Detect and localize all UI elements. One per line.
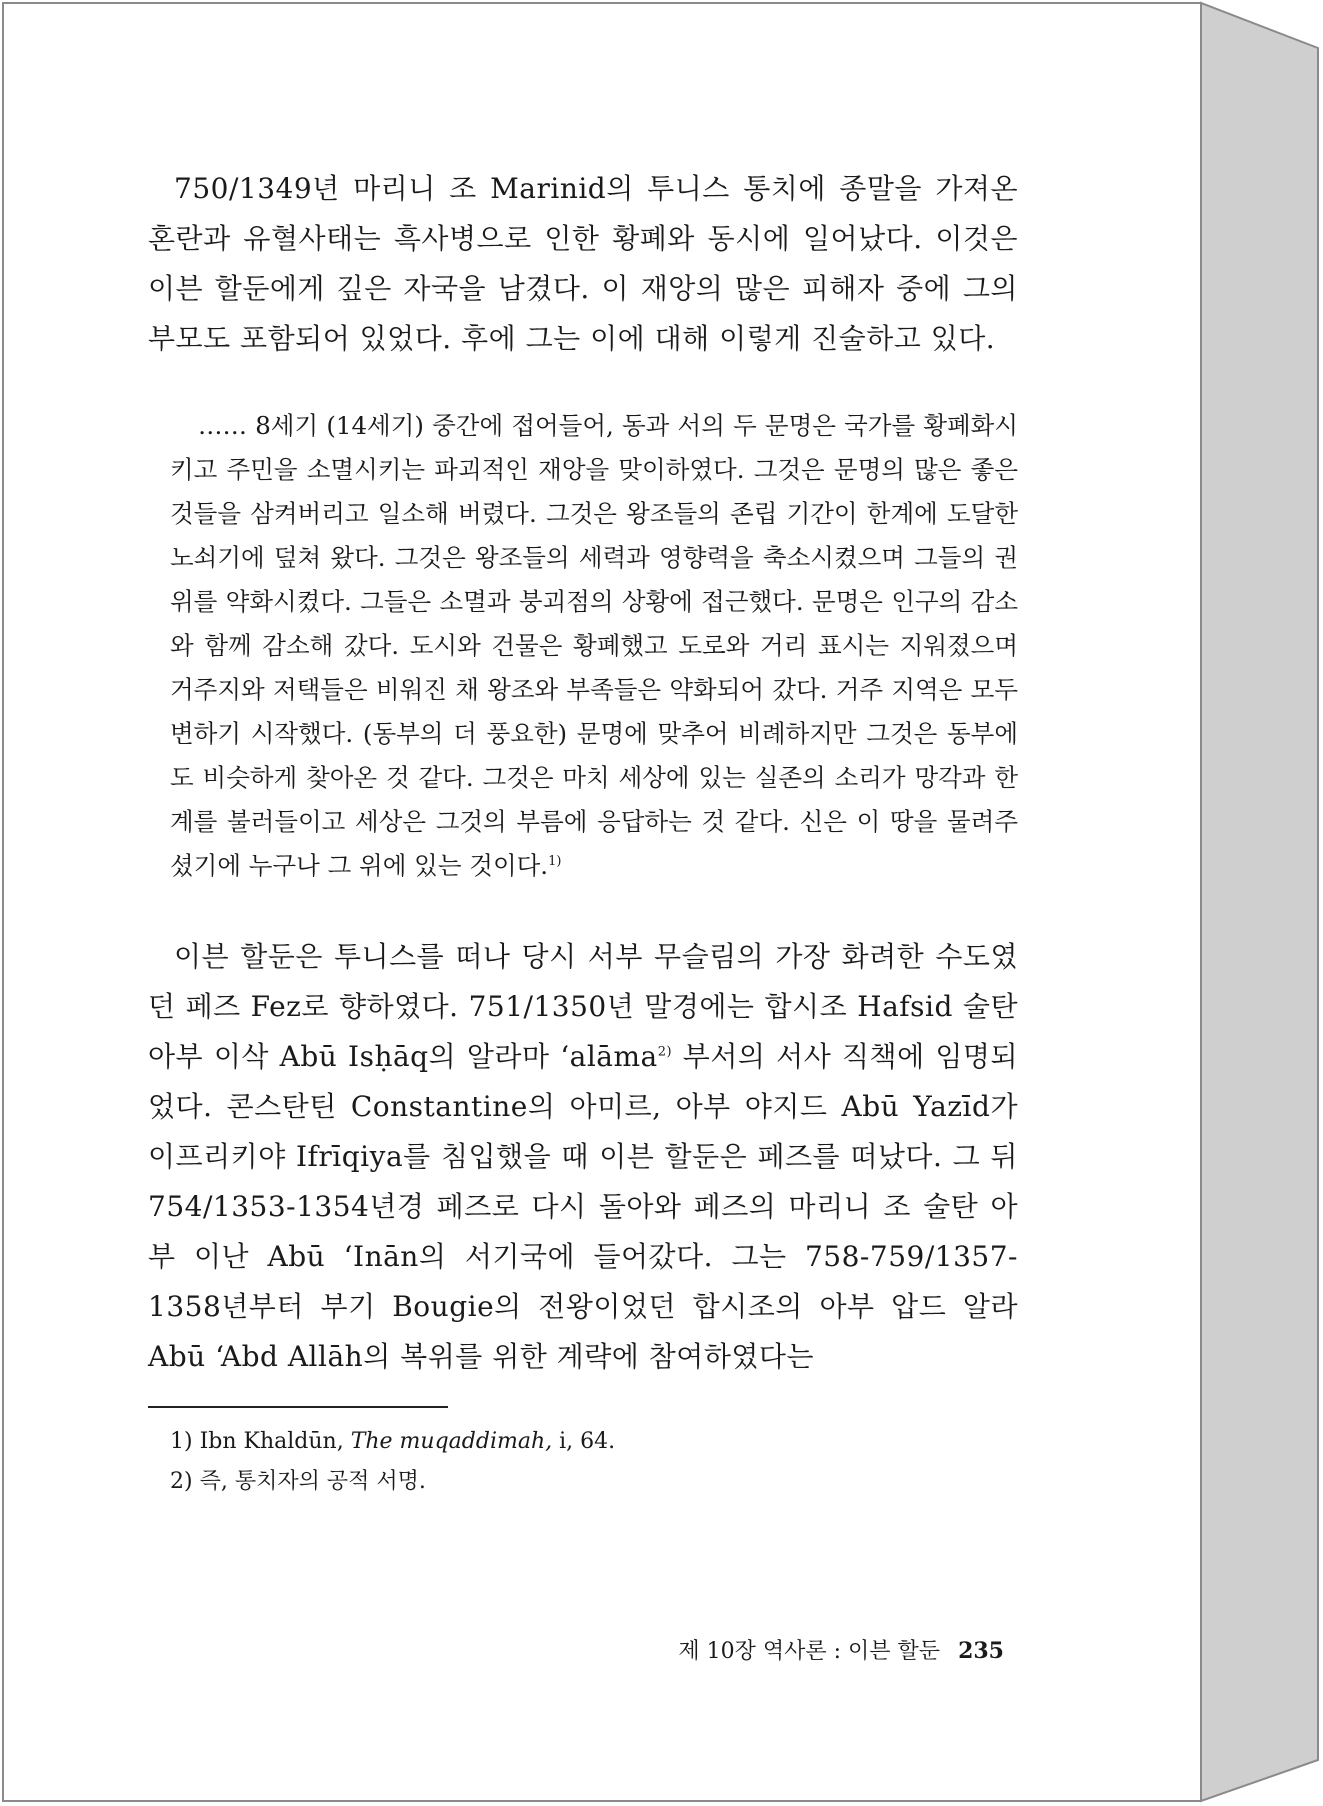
page-content [148,164,1018,1502]
paragraph-1: 750/1349년 마리니 조 Marinid의 투니스 통치에 종말을 가져온 혼란과 유혈사태는 흑사병으로 인한 황폐와 동시에 일어났다. 이것은 이븐 할둔에게 깊은 자국을 남겼다. 이 재앙의 많은 피해자 중에 그의 부모도 포함되어 있었다. 후에 그는 이에 대해 이렇게 진술하고 있다. [148,172,1018,355]
footnote-1-author: Ibn Khaldūn, [199,1429,344,1454]
paragraph-2 [148,932,1018,1382]
chapter-title: 제 10장 역사론 : 이븐 할둔 [678,1639,941,1664]
footnote-2-text: 즉, 통치자의 공적 서명. [199,1469,426,1494]
footnote-2 [170,1462,1018,1502]
footnote-divider [148,1406,448,1408]
page-number: 235 [958,1638,1004,1664]
footnote-1-title: The muqaddimah, [350,1429,553,1454]
paragraph-2-part-1: 이븐 할둔은 투니스를 떠나 당시 서부 무슬림의 가장 화려한 수도였던 페즈 Fez로 향하였다. 751/1350년 말경에는 합시조 Hafsid 술탄 아부 이삭 Abū Isḥāq의 알라마 ‘alāma [148,940,1018,1073]
book-page [4,4,1200,1800]
footnote-2-number: 2) [170,1469,193,1494]
footnotes [148,1422,1018,1502]
running-footer [624,1634,1004,1665]
paragraph-2-part-2: 부서의 서사 직책에 임명되었다. 콘스탄틴 Constantine의 아미르, 아부 야지드 Abū Yazīd가 이프리키야 Ifrīqiya를 침입했을 때 이븐 할둔은 페즈를 떠났다. 그 뒤 754/1353-1354년경 페즈로 다시 돌아와 페즈의 마리니 조 술탄 아부 이난 Abū ‘Inān의 서기국에 들어갔다. 그는 758-759/1357-1358년부터 부기 Bougie의 전왕이었던 합시조의 아부 압드 알라 Abū ‘Abd Allāh의 복위를 위한 계략에 참여하였다는 [148,1040,1018,1373]
footnote-1-rest: i, 64. [559,1429,616,1454]
quote-text: …… 8세기 (14세기) 중간에 접어들어, 동과 서의 두 문명은 국가를 황폐화시키고 주민을 소멸시키는 파괴적인 재앙을 맞이하였다. 그것은 문명의 많은 좋은 것들을 삼켜버리고 일소해 버렸다. 그것은 왕조들의 존립 기간이 한계에 도달한 노쇠기에 덮쳐 왔다. 그것은 왕조들의 세력과 영향력을 축소시켰으며 그들의 권위를 약화시켰다. 그들은 소멸과 붕괴점의 상황에 접근했다. 문명은 인구의 감소와 함께 감소해 갔다. 도시와 건물은 황폐했고 도로와 거리 표시는 지워졌으며 거주지와 저택들은 비워진 채 왕조와 부족들은 약화되어 갔다. 거주 지역은 모두 변하기 시작했다. (동부의 더 풍요한) 문명에 맞추어 비례하지만 그것은 동부에도 비슷하게 찾아온 것 같다. 그것은 마치 세상에 있는 실존의 소리가 망각과 한계를 불러들이고 세상은 그것의 부름에 응답하는 것 같다. 신은 이 땅을 물려주셨기에 누구나 그 위에 있는 것이다. [170,411,1018,880]
footnote-1 [170,1422,1018,1462]
block-quote [148,404,1018,888]
footnote-1-number: 1) [170,1429,193,1454]
footnote-ref-2: 2) [657,1044,673,1060]
footnote-ref-1: 1) [548,853,562,869]
